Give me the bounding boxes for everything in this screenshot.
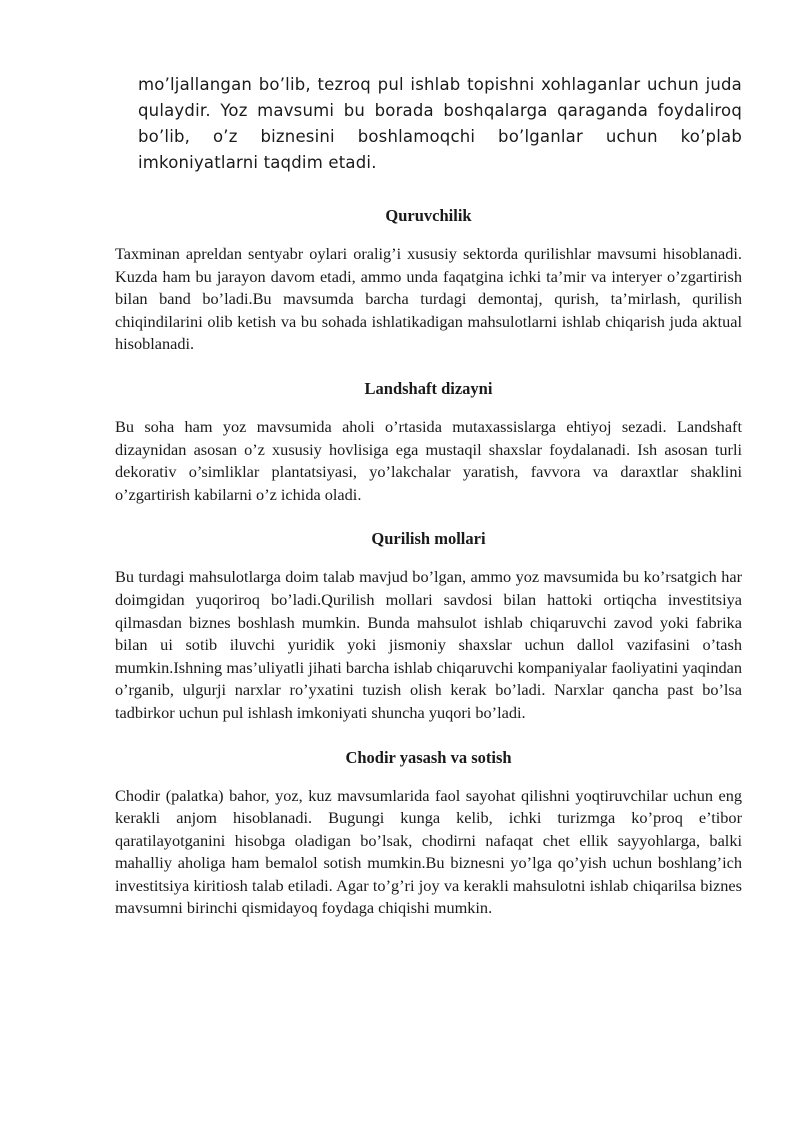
section-paragraph: Chodir (palatka) bahor, yoz, kuz mavsumlarida faol sayohat qilishni yoqtiruvchilar uchun eng kerakli anjom hisoblanadi. Bugungi kunga kelib, ichki turizmga ko’proq e’tibor qaratilayotganini hisobga oladigan bo’lsak, chodirni nafaqat chet ellik sayyohlarga, balki mahalliy aholiga ham bemalol sotish mumkin.Bu biznesni yo’lga qo’yish uchun boshlang’ich investitsiya kiritiosh talab etiladi. Agar to’g’ri joy va kerakli mahsulotni ishlab chiqarilsa biznes mavsumni birinchi qismidayoq foydaga chiqishi mumkin.: [115, 785, 742, 918]
section-paragraph: Taxminan apreldan sentyabr oylari oralig’i xususiy sektorda qurilishlar mavsumi hisoblanadi. Kuzda ham bu jarayon davom etadi, ammo unda faqatgina ichki ta’mir va interyer o’zgartirish bilan band bo’ladi.Bu mavsumda barcha turdagi demontaj, qurish, ta’mirlash, qurilish chiqindilarini olib ketish va bu sohada ishlatikadigan mahsulotlarni ishlab chiqarish juda aktual hisoblanadi.: [115, 244, 742, 354]
document-body: [115, 205, 742, 942]
section-landshaft-dizayni: [115, 378, 742, 506]
section-chodir-yasash: [115, 747, 742, 921]
section-heading: Qurilish mollari: [371, 529, 486, 549]
section-heading: Quruvchilik: [385, 206, 472, 225]
section-qurilish-mollari: [115, 528, 742, 724]
intro-paragraph: mo’ljallangan bo’lib, tezroq pul ishlab topishni xohlaganlar uchun juda qulaydir. Yoz mavsumi bu borada boshqalarga qaraganda foydaliroq bo’lib, o’z biznesini boshlamoqchi bo’lganlar uchun ko’plab imkoniyatlarni taqdim etadi.: [138, 75, 742, 172]
section-paragraph: Bu turdagi mahsulotlarga doim talab mavjud bo’lgan, ammo yoz mavsumida bu ko’rsatgich har doimgidan yuqoriroq bo’ladi.Qurilish mollari savdosi bilan hattoki ortiqcha investitsiya qilmasdan biznes boshlash mumkin. Bunda mahsulot ishlab chiqaruvchi zavod yoki fabrika bilan ui sotib iluvchi yuridik yoki jismoniy shaxslar uchun dallol vazifasini o’tash mumkin.Ishning mas’uliyatli jihati barcha ishlab chiqaruvchi kompaniyalar faoliyatini yaqindan o’rganib, ulgurji narxlar ro’yxatini tuzish olish kerak bo’ladi. Narxlar qancha past bo’lsa tadbirkor uchun pul ishlash imkoniyati shuncha yuqori bo’ladi.: [115, 567, 742, 722]
section-heading: Chodir yasash va sotish: [345, 747, 512, 767]
section-heading: Landshaft dizayni: [364, 378, 493, 398]
section-quruvchilik: [115, 205, 742, 356]
section-paragraph: Bu soha ham yoz mavsumida aholi o’rtasida mutaxassislarga ehtiyoj sezadi. Landshaft dizaynidan asosan o’z xususiy hovlisiga ega mustaqil shaxslar foydalanadi. Ish asosan turli dekorativ o’simliklar plantatsiyasi, yo’lakchalar yaratish, favvora va daraxtlar shaklini o’zgartirish kabilarni o’z ichida oladi.: [115, 416, 742, 504]
